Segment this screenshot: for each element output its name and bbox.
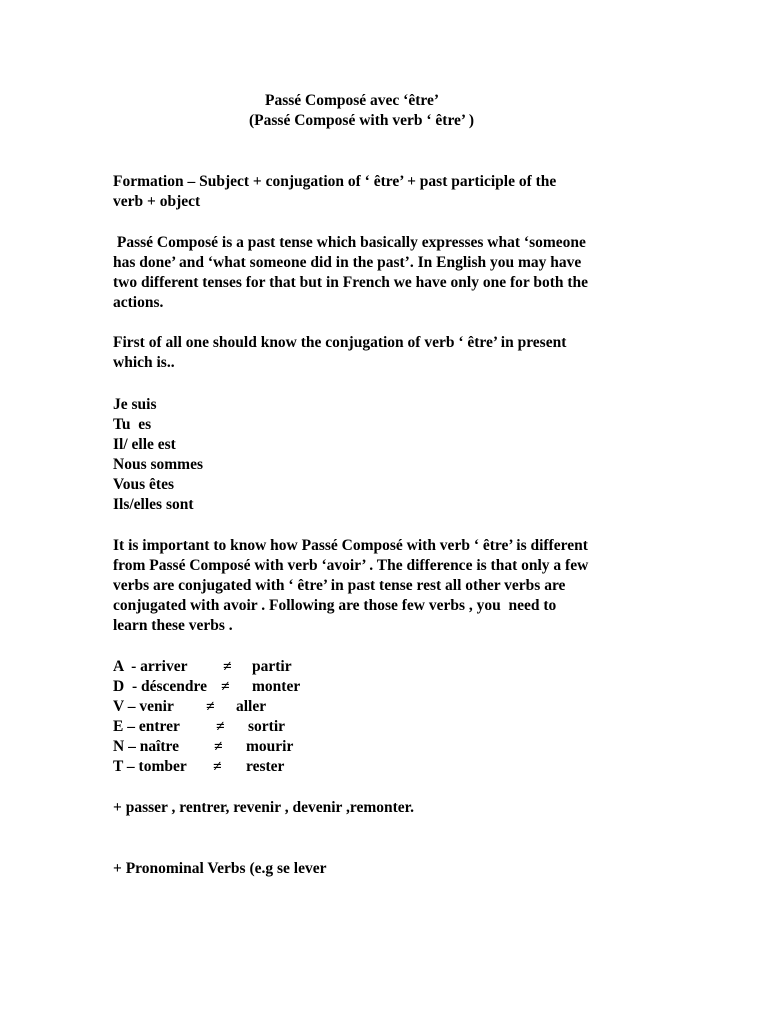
formation-paragraph — [113, 172, 673, 212]
title-line-english: (Passé Composé with verb ‘ être’ ) — [249, 112, 474, 129]
verb-pair-row — [113, 657, 673, 677]
verb-pair-row — [113, 697, 673, 717]
intro-line: has done’ and ‘what someone did in the past’. In English you may have — [113, 254, 582, 271]
not-equal-symbol: ≠ — [206, 698, 215, 715]
conjugation-item: Ils/elles sont — [113, 496, 194, 513]
verb-pair-left: V – venir — [113, 698, 174, 715]
verb-pair-right: partir — [252, 658, 292, 675]
extra-verbs-text: + passer , rentrer, revenir , devenir ,remonter. — [113, 799, 414, 816]
verb-pair-left: N – naître — [113, 738, 180, 755]
intro-line: Passé Composé is a past tense which basically expresses what ‘someone — [113, 234, 586, 251]
intro-line: actions. — [113, 294, 164, 311]
intro-line: two different tenses for that but in French we have only one for both the — [113, 274, 589, 291]
verb-pair-right: mourir — [246, 738, 294, 755]
conjugation-intro-line: First of all one should know the conjugation of verb ‘ être’ in present — [113, 334, 567, 351]
not-equal-symbol: ≠ — [221, 678, 230, 695]
importance-paragraph — [113, 536, 673, 636]
conjugation-item: Il/ elle est — [113, 436, 176, 453]
etre-conjugation-list — [113, 395, 673, 515]
importance-line: learn these verbs . — [113, 617, 233, 634]
importance-line: conjugated with avoir . Following are those few verbs , you need to — [113, 597, 557, 614]
verb-pair-right: aller — [236, 698, 267, 715]
extra-verbs-line — [113, 798, 673, 818]
verb-pair-row — [113, 677, 673, 697]
formation-line: Formation – Subject + conjugation of ‘ être’ + past participle of the — [113, 173, 557, 190]
title-line-french: Passé Composé avec ‘être’ — [265, 92, 440, 109]
verb-pair-right: sortir — [248, 718, 286, 735]
verb-pair-left: D - déscendre — [113, 678, 207, 695]
not-equal-symbol: ≠ — [214, 738, 223, 755]
importance-line: It is important to know how Passé Composé with verb ‘ être’ is different — [113, 537, 588, 554]
document-title — [0, 91, 768, 131]
importance-line: from Passé Composé with verb ‘avoir’ . The difference is that only a few — [113, 557, 589, 574]
verb-pair-row — [113, 757, 673, 777]
not-equal-symbol: ≠ — [223, 658, 232, 675]
verb-pair-row — [113, 737, 673, 757]
verb-pair-right: monter — [252, 678, 301, 695]
not-equal-symbol: ≠ — [213, 758, 222, 775]
verb-pair-left: E – entrer — [113, 718, 180, 735]
intro-paragraph — [113, 233, 673, 313]
verb-pair-row — [113, 717, 673, 737]
not-equal-symbol: ≠ — [216, 718, 225, 735]
pronominal-verbs-text: + Pronominal Verbs (e.g se lever — [113, 860, 327, 877]
conjugation-intro-paragraph — [113, 333, 673, 373]
importance-line: verbs are conjugated with ‘ être’ in past tense rest all other verbs are — [113, 577, 566, 594]
verb-pair-left: A - arriver — [113, 658, 188, 675]
verb-pairs-list — [113, 657, 673, 777]
conjugation-item: Nous sommes — [113, 456, 203, 473]
conjugation-item: Je suis — [113, 396, 157, 413]
conjugation-intro-line: which is.. — [113, 354, 175, 371]
formation-line: verb + object — [113, 193, 201, 210]
verb-pair-left: T – tomber — [113, 758, 187, 775]
conjugation-item: Vous êtes — [113, 476, 175, 493]
pronominal-verbs-line — [113, 859, 673, 879]
conjugation-item: Tu es — [113, 416, 152, 433]
verb-pair-right: rester — [246, 758, 285, 775]
